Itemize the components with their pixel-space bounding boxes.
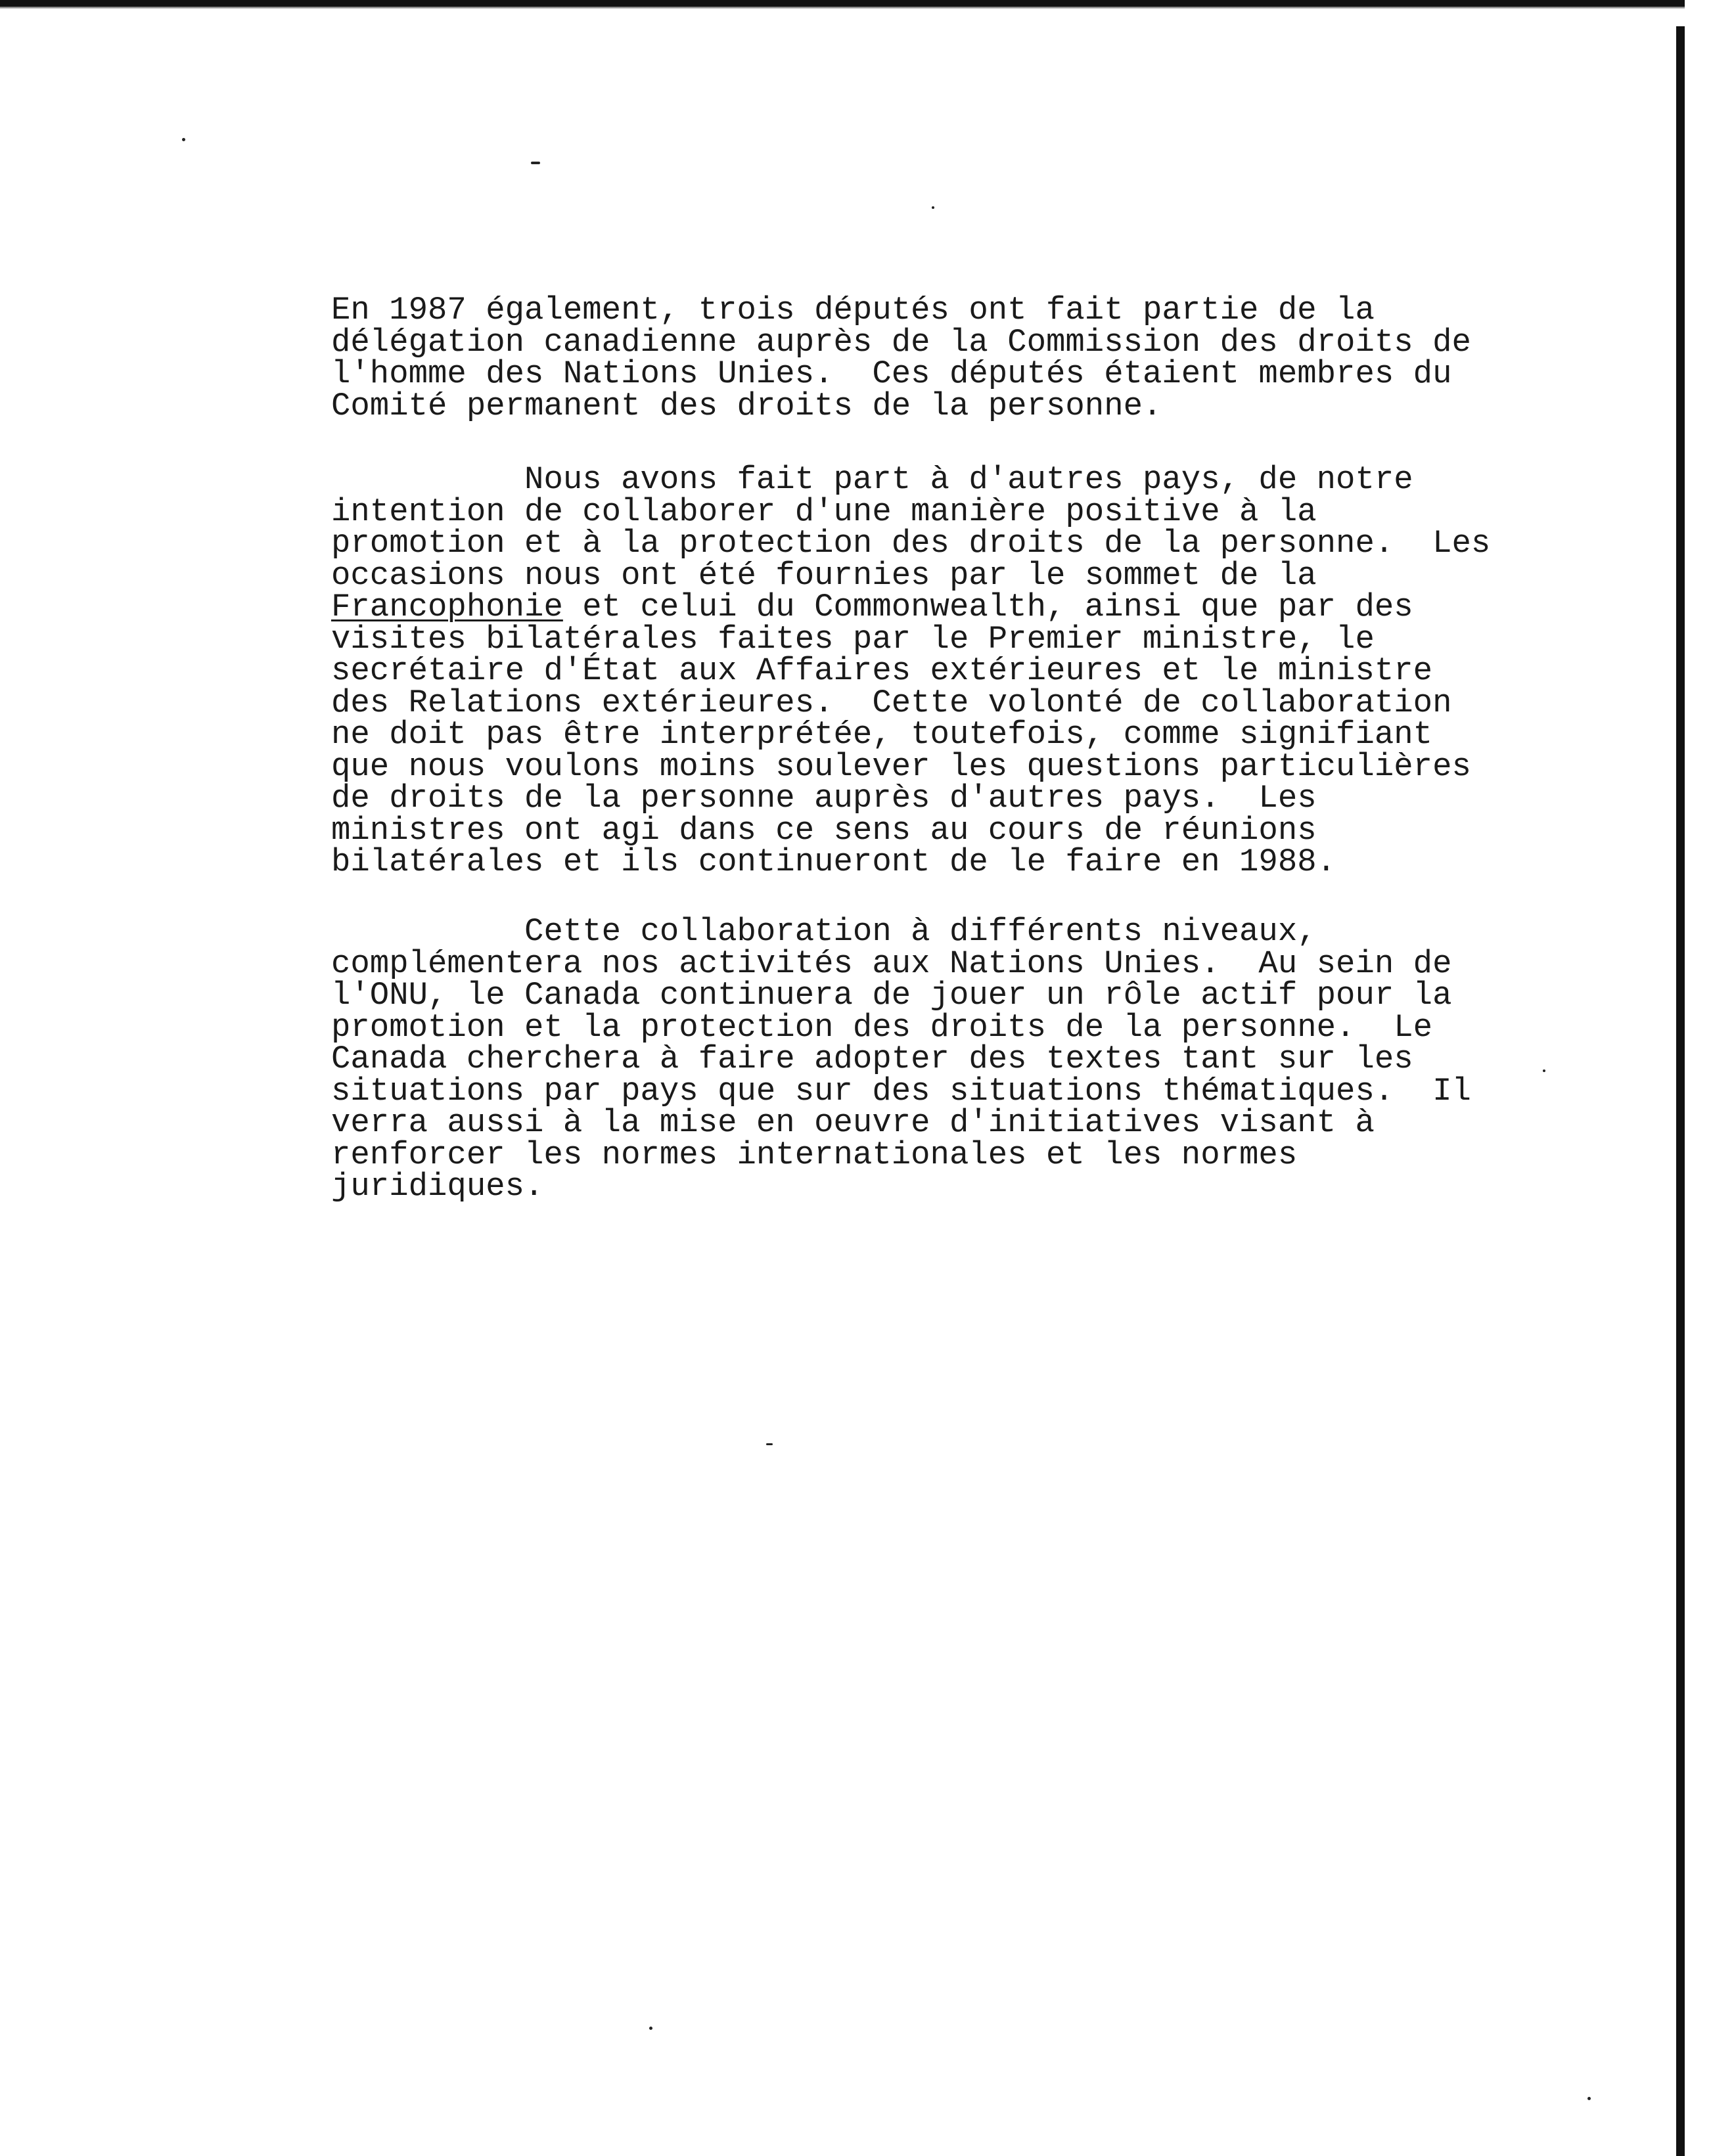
scan-top-border — [0, 0, 1734, 7]
scan-speck — [766, 1443, 773, 1445]
text-line: l'ONU, le Canada continuera de jouer un rôle actif pour la — [331, 977, 1452, 1014]
text-line: ministres ont agi dans ce sens au cours de réunions — [331, 811, 1317, 849]
text-line: En 1987 également, trois députés ont fait partie de la — [331, 292, 1375, 328]
text-line: secrétaire d'État aux Affaires extérieures et le ministre — [331, 652, 1433, 689]
text-line: visites bilatérales faites par le Premier ministre, le — [331, 620, 1375, 658]
text-line: intention de collaborer d'une manière positive à la — [331, 493, 1317, 530]
text-line: occasions nous ont été fournies par le sommet de la — [331, 556, 1317, 594]
text-line: verra aussi à la mise en oeuvre d'initiatives visant à — [331, 1104, 1375, 1141]
text-line: que nous voulons moins soulever les questions particulières — [331, 748, 1471, 785]
text-line: Francophonie et celui du Commonwealth, ainsi que par des — [331, 589, 1413, 625]
scan-top-shadow — [0, 7, 1734, 9]
text-line: Canada cherchera à faire adopter des textes tant sur les — [331, 1041, 1413, 1077]
text-line: de droits de la personne auprès d'autres pays. Les — [331, 780, 1317, 817]
scan-speck — [531, 162, 540, 164]
scan-speck — [1587, 2097, 1591, 2100]
scan-right-border — [1676, 26, 1685, 2156]
text-line: bilatérales et ils continueront de le faire en 1988. — [331, 843, 1336, 880]
text-line: Nous avons fait part à d'autres pays, de notre — [331, 461, 1413, 498]
paragraph-2 — [331, 461, 1566, 880]
text-line: ne doit pas être interprétée, toutefois, comme signifiant — [331, 716, 1433, 753]
scan-speck — [932, 206, 934, 209]
scan-speck — [649, 2027, 652, 2030]
scan-right-margin — [1685, 0, 1734, 2156]
underlined-term: Francophonie — [331, 589, 563, 625]
text-line: situations par pays que sur des situations thématiques. Il — [331, 1072, 1471, 1110]
scan-speck — [182, 138, 185, 141]
text-line: promotion et la protection des droits de la personne. Le — [331, 1008, 1433, 1046]
text-line: l'homme des Nations Unies. Ces députés étaient membres du — [331, 355, 1452, 392]
text-line: renforcer les normes internationales et les normes — [331, 1136, 1298, 1173]
paragraph-1 — [331, 294, 1566, 422]
paragraph-3 — [331, 913, 1566, 1205]
text-line: complémentera nos activités aux Nations Unies. Au sein de — [331, 945, 1452, 982]
text-line: promotion et à la protection des droits de la personne. Les — [331, 525, 1491, 562]
text-line: Comité permanent des droits de la personne. — [331, 387, 1162, 424]
text-line: Cette collaboration à différents niveaux, — [331, 913, 1317, 950]
text-line: délégation canadienne auprès de la Commission des droits de — [331, 323, 1471, 361]
text-line: juridiques. — [331, 1168, 544, 1205]
text-line: des Relations extérieures. Cette volonté de collaboration — [331, 684, 1452, 721]
